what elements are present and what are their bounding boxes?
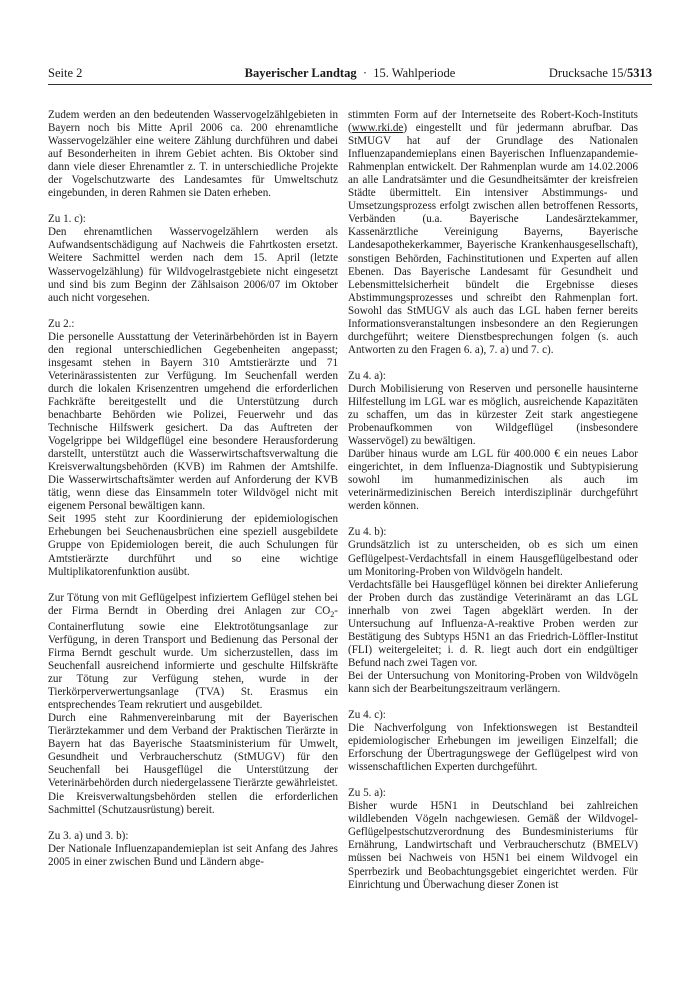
heading-1c: Zu 1. c): [48, 213, 86, 226]
page-header [48, 66, 652, 85]
heading-4c: Zu 4. c): [348, 709, 386, 722]
heading-2: Zu 2.: [48, 317, 75, 330]
paragraph-4c: Die Nachverfolgung von Infektionswegen ist Bestandteil epidemiologischer Erhebungen im jeweiligen Einzelfall; die Erforschung der Übertragungswege der Geflügelpest wird von wissenschaftlichen Experten durchgeführt. [348, 722, 638, 774]
paragraph-5a: Bisher wurde H5N1 in Deutschland bei zahlreichen wildlebenden Vögeln nachgewiesen. Gemäß der Wildvogel-Geflügelpestschutzverordnung des Bundesministeriums für Ernährung, Landwirtschaft und Verbraucherschutz (BMELV) müssen bei Nachweis von H5N1 bei einem Wildvogel ein Sperrbezirk und Beobachtungsgebiet eingerichtet werden. Für Einrichtung und Überwachung dieser Zonen ist [348, 800, 638, 891]
paragraph-intro: Zudem werden an den bedeutenden Wasservogelzählgebieten in Bayern noch bis Mitte April 2006 ca. 200 ehrenamtliche Wasservogelzähler eine weitere Zählung durchführen und dabei auf Besonderheiten in ihrem Gebiet achten. Bis Oktober sind dann viele dieser Ehrenamtler z. T. in unterschiedliche Projekte der Vogelschutzwarte des Landesamtes für Umweltschutz eingebunden, in deren Rahmen sie Daten erheben. [48, 109, 338, 200]
paragraph-continued [348, 109, 638, 357]
heading-4b: Zu 4. b): [348, 526, 387, 539]
parliament-name: Bayerischer Landtag [244, 66, 357, 80]
paragraph-4b2: Verdachtsfälle bei Hausgeflügel können bei direkter Anlieferung der Proben durch das zuständige Veterinäramt an das LGL innerhalb von zwei Tagen abgeklärt werden. In der Untersuchung auf Influenza-A-reaktive Proben werden zur Bestätigung des Subtyps H5N1 an das Friedrich-Löffler-Institut (FLI) weitergeleitet; i. d. R. liegt auch dort ein endgültiger Befund nach zwei Tagen vor. [348, 578, 638, 669]
header-separator: · [362, 66, 367, 80]
right-column [348, 109, 638, 892]
paragraph-2a: Die personelle Ausstattung der Veterinärbehörden ist in Bayern den regional unterschiedlichen Gegebenheiten angepasst; insgesamt stehen in Bayern 310 Amtstierärzte und 71 Veterinärassistenten zur Verfügung. Im Seuchenfall werden durch die lokalen Krisenzentren umgehend die erforderlichen Fachkräfte bereitgestellt und die Unterstützung durch benachbarte Behörden wie Polizei, Feuerwehr und das Technische Hilfswerk gesichert. Da das Auftreten der Vogelgrippe bei Wildgeflügel eine besondere Herausforderung darstellt, unterstützt auch die Wasserwirtschaftsverwaltung die Kreisverwaltungsbehörden (KVB) im Rahmen der Amtshilfe. Die Wasserwirtschaftsämter werden auf Anforderung der KVB tätig, wenn diese das Einsammeln toter Wildvögel nicht mit eigenem Personal bewältigen kann. [48, 330, 338, 513]
paragraph-4a2: Darüber hinaus wurde am LGL für 400.000 € ein neues Labor eingerichtet, in dem Influenza-Diagnostik und Subtypisierung sowohl im humanmedizinischen als auch im veterinärmedizinischen Bereich interdisziplinär durchgeführt werden können. [348, 448, 638, 513]
paragraph-continued-start: stimmten Form auf der Internetseite des Robert-Koch-Instituts ( [348, 109, 638, 135]
paragraph-4b3: Bei der Untersuchung von Monitoring-Proben von Wildvögeln kann sich der Bearbeitungszeitraum verlängern. [348, 669, 638, 695]
paragraph-5: Die Kreisverwaltungsbehörden stellen die erforderlichen Sachmittel (Schutzausrüstung) bereit. [48, 790, 338, 816]
legislative-period: 15. Wahlperiode [373, 66, 456, 80]
rki-link[interactable]: www.rki.de [351, 122, 404, 135]
document-reference [549, 66, 652, 81]
heading-3ab: Zu 3. a) und 3. b): [48, 829, 129, 842]
paragraph-3-start: Zur Tötung von mit Geflügelpest infiziertem Geflügel stehen bei der Firma Berndt in Oberding drei Anlagen zur CO [48, 591, 338, 617]
left-column [48, 109, 338, 869]
paragraph-3ab: Der Nationale Influenzapandemieplan ist seit Anfang des Jahres 2005 in einer zwischen Bund und Ländern abge- [48, 842, 338, 868]
co2-subscript: 2 [330, 609, 335, 619]
paragraph-2b: Seit 1995 steht zur Koordinierung der epidemiologischen Erhebungen bei Seuchenausbrüchen eine speziell ausgebildete Gruppe von Epidemiologen bereit, die auch Schulungen für Amtstierärzte durchführt und so eine wichtige Multiplikatorenfunktion ausübt. [48, 513, 338, 578]
document-prefix: Drucksache 15/ [548, 66, 627, 80]
document-number: 5313 [627, 66, 652, 80]
paragraph-3 [48, 592, 338, 713]
page-number: Seite 2 [48, 66, 83, 80]
paragraph-4: Durch eine Rahmenvereinbarung mit der Bayerischen Tierärztekammer und dem Verband der Praktischen Tierärzte in Bayern hat das Bayerische Staatsministerium für Umwelt, Gesundheit und Verbraucherschutz (StMUGV) für den Seuchenfall bei Hausgeflügel die Unterstützung der Veterinärbehörden durch niedergelassene Tierärzte gewährleistet. [48, 712, 338, 790]
paragraph-3-end: -Containerflutung sowie eine Elektrotötungsanlage zur Verfügung, in deren Transport und Bedienung das Personal der Firma Berndt geschult wurde. Um sicherzustellen, dass im Seuchenfall ausreichend informierte und geschulte Hilfskräfte zur Tötung zur Verfügung stehen, wurde in der Tierkörperverwertungsanlage (TVA) St. Erasmus ein entsprechendes Team rekrutiert und ausgebildet. [48, 604, 338, 712]
paragraph-continued-end: ) eingestellt und für jedermann abrufbar. Das StMUGV hat auf der Grundlage des Nationalen Influenzapandemieplans einen Bayerischen Influenzapandemie-Rahmenplan entwickelt. Der Rahmenplan wurde am 14.02.2006 an alle Landratsämter und die Gesundheitsämter der kreisfreien Städte übermittelt. Ein intensiver Abstimmungs- und Umsetzungsprozess erfolgt zwischen allen betroffenen Ressorts, Verbänden (u.a. Bayerische Landesärztekammer, Kassenärztliche Vereinigung Bayerns, Bayerische Landesapothekerkammer, Bayerische Krankenhausgesellschaft), sonstigen Behörden, Fachinstitutionen und Experten auf allen Ebenen. Das Bayerische Landesamt für Gesundheit und Lebensmittelsicherheit bündelt die Ergebnisse dieses Abstimmungsprozesses und schreibt den Rahmenplan fort. Sowohl das StMUGV als auch das LGL haben ferner bereits Informationsveranstaltungen insbesondere an den Regierungen durchgeführt; weitere Dienstbesprechungen folgen (s. auch Antworten zu den Fragen 6. a), 7. a) und 7. c). [348, 122, 638, 356]
heading-5a: Zu 5. a): [348, 787, 386, 800]
heading-4a: Zu 4. a): [348, 369, 386, 382]
paragraph-4b1: Grundsätzlich ist zu unterscheiden, ob es sich um einen Geflügelpest-Verdachtsfall in einem Hausgeflügelbestand oder um Monitoring-Proben von Wildvögeln handelt. [348, 539, 638, 578]
paragraph-1c: Den ehrenamtlichen Wasservogelzählern werden als Aufwandsentschädigung auf Nachweis die Fahrtkosten ersetzt. Weitere Sachmittel werden nach dem 15. April (letzte Wasservogelzählung) für Wildvogelrastgebiete nicht eingesetzt und sind bis zum Beginn der Zählsaison 2006/07 im Oktober auch nicht vorgesehen. [48, 226, 338, 304]
paragraph-4a1: Durch Mobilisierung von Reserven und personelle hausinterne Hilfestellung im LGL war es möglich, ausreichende Kapazitäten zu schaffen, um das in kürzester Zeit stark angestiegene Probenaufkommen von Wildgeflügel (insbesondere Wasservögel) zu bewältigen. [348, 382, 638, 448]
